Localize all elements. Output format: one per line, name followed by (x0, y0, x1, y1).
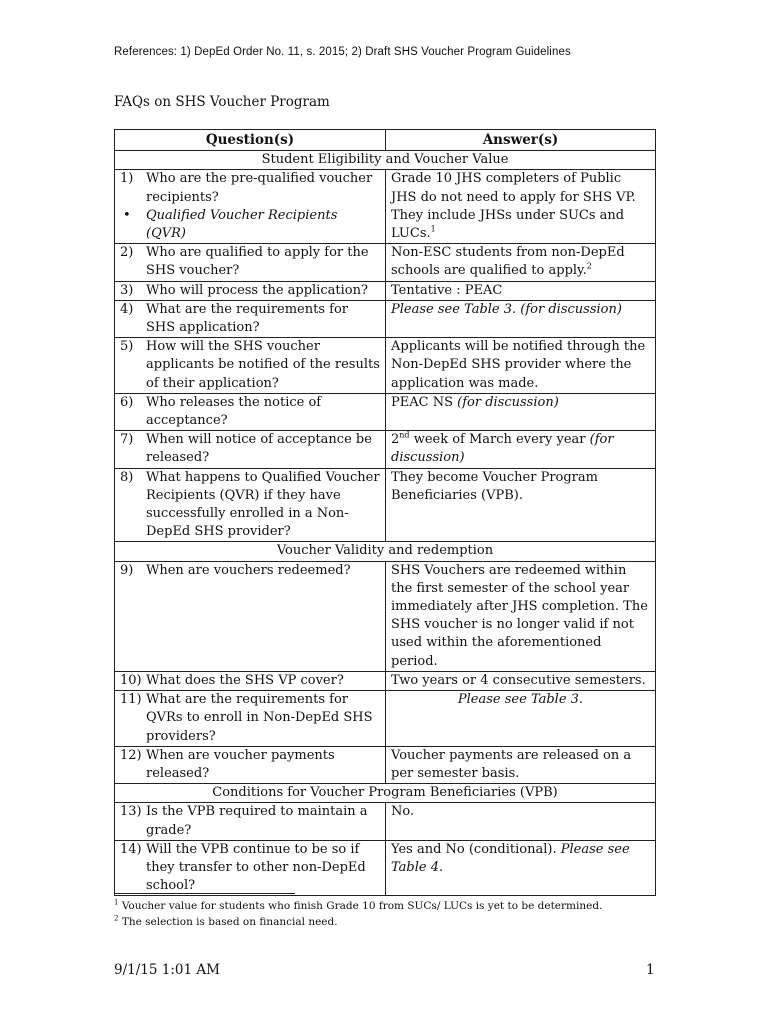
question-number: 1) (120, 171, 134, 187)
section-heading-eligibility: Student Eligibility and Voucher Value (115, 151, 656, 170)
question-text: Is the VPB required to maintain a grade? (146, 804, 368, 838)
question-cell (115, 468, 386, 542)
answer-cell (386, 561, 656, 671)
answer-cell (386, 338, 656, 394)
question-cell (115, 300, 386, 337)
table-row (115, 431, 656, 468)
answer-text: Applicants will be notified through the Non-DepEd SHS provider where the application was made. (391, 339, 646, 391)
question-cell (115, 671, 386, 690)
question-text: Who are the pre-qualified voucher recipients? (146, 171, 373, 205)
question-number: 10) (120, 672, 142, 688)
question-text: When will notice of acceptance be released? (146, 432, 372, 466)
section-heading-validity: Voucher Validity and redemption (115, 542, 656, 561)
question-cell (115, 393, 386, 430)
question-number: 2) (120, 245, 134, 261)
answer-ordinal-suffix: nd (399, 430, 410, 440)
question-text: How will the SHS voucher applicants be notified of the results of their application? (146, 339, 380, 391)
table-row (115, 840, 656, 896)
footnote-ref: 2 (586, 262, 592, 272)
footnote-text: The selection is based on financial need. (121, 916, 338, 928)
answer-text: Yes and No (conditional). (391, 841, 557, 857)
question-text: Who are qualified to apply for the SHS voucher? (146, 245, 369, 279)
question-number: 6) (120, 394, 134, 410)
question-text: What happens to Qualified Voucher Recipients (QVR) if they have successfully enrolled in a Non-DepEd SHS provider? (146, 469, 380, 540)
bullet-mark: • (123, 207, 131, 223)
question-text: When are voucher payments released? (146, 747, 335, 781)
table-row (115, 746, 656, 783)
document-title: FAQs on SHS Voucher Program (114, 94, 330, 110)
answer-cell (386, 281, 656, 300)
question-text: What does the SHS VP cover? (146, 672, 344, 688)
question-cell (115, 338, 386, 394)
question-number: 8) (120, 469, 134, 485)
question-number: 11) (120, 692, 142, 708)
table-row (115, 300, 656, 337)
answer-cell (386, 691, 656, 747)
footnote-1 (114, 900, 602, 912)
table-row (115, 338, 656, 394)
answer-note: (for discussion) (391, 432, 614, 466)
answer-text: PEAC NS (391, 394, 453, 410)
question-cell (115, 840, 386, 896)
footnote-2 (114, 916, 338, 928)
question-text: Who will process the application? (146, 282, 368, 298)
question-cell (115, 746, 386, 783)
table-row (115, 561, 656, 671)
bullet-text: Qualified Voucher Recipients (QVR) (146, 207, 338, 242)
question-cell (115, 431, 386, 468)
question-number: 7) (120, 432, 134, 448)
question-number: 14) (120, 841, 142, 857)
answer-text: Grade 10 JHS completers of Public JHS do not need to apply for SHS VP. They include JHSs under SUCs and LUCs. (391, 171, 636, 242)
question-cell (115, 691, 386, 747)
question-number: 9) (120, 562, 134, 578)
question-cell (115, 170, 386, 244)
answer-text: Please see Table 3. (for discussion) (391, 301, 622, 317)
answer-cell (386, 244, 656, 281)
table-row (115, 393, 656, 430)
answer-note: (for discussion) (457, 394, 559, 410)
footer-timestamp: 9/1/15 1:01 AM (114, 962, 220, 978)
answer-text: Tentative : PEAC (391, 282, 503, 298)
column-header-answer: Answer(s) (386, 130, 656, 151)
references-line: References: 1) DepEd Order No. 11, s. 2015; 2) Draft SHS Voucher Program Guidelines (114, 46, 571, 58)
faq-table (114, 129, 656, 896)
table-row (115, 468, 656, 542)
table-row (115, 691, 656, 747)
column-header-question: Question(s) (115, 130, 386, 151)
question-text: What are the requirements for QVRs to enroll in Non-DepEd SHS providers? (146, 692, 373, 744)
footnote-mark: 2 (114, 914, 119, 923)
question-text: Who releases the notice of acceptance? (146, 394, 322, 429)
question-cell (115, 561, 386, 671)
answer-text: Two years or 4 consecutive semesters. (391, 672, 646, 688)
answer-text: Please see Table 3. (457, 692, 584, 708)
table-row (115, 244, 656, 281)
answer-cell (386, 746, 656, 783)
answer-text: Non-ESC students from non-DepEd schools are qualified to apply. (391, 245, 625, 279)
answer-cell (386, 170, 656, 244)
question-number: 13) (120, 804, 142, 820)
question-cell (115, 803, 386, 840)
answer-cell (386, 803, 656, 840)
table-row (115, 803, 656, 840)
footnote-divider (114, 893, 295, 894)
answer-cell (386, 300, 656, 337)
table-row (115, 170, 656, 244)
question-text: When are vouchers redeemed? (146, 562, 351, 578)
question-number: 3) (120, 282, 134, 298)
answer-ordinal: 2 (391, 432, 400, 448)
table-header-row (115, 130, 656, 151)
answer-text: No. (391, 804, 415, 820)
answer-text: Voucher payments are released on a per semester basis. (391, 747, 632, 781)
answer-text: They become Voucher Program Beneficiaries (VPB). (391, 469, 598, 503)
footnote-mark: 1 (114, 898, 119, 907)
question-cell (115, 244, 386, 281)
section-row (115, 542, 656, 561)
question-number: 4) (120, 301, 134, 317)
answer-cell (386, 840, 656, 896)
answer-cell (386, 393, 656, 430)
answer-note: Please see Table 4. (391, 841, 630, 875)
section-row (115, 151, 656, 170)
table-row (115, 671, 656, 690)
section-row (115, 784, 656, 803)
footnote-text: Voucher value for students who finish Grade 10 from SUCs/ LUCs is yet to be determined. (121, 900, 603, 912)
answer-text: SHS Vouchers are redeemed within the first semester of the school year immediately after JHS completion. The SHS voucher is no longer valid if not used within the aforementioned period. (391, 562, 648, 669)
answer-cell (386, 671, 656, 690)
table-row (115, 281, 656, 300)
question-text: Will the VPB continue to be so if they transfer to other non-DepEd school? (146, 841, 366, 894)
footnote-ref: 1 (430, 224, 436, 234)
question-cell (115, 281, 386, 300)
answer-text: week of March every year (413, 432, 586, 448)
question-number: 5) (120, 339, 134, 355)
question-number: 12) (120, 747, 142, 763)
answer-cell (386, 431, 656, 468)
page-number: 1 (646, 962, 655, 978)
answer-cell (386, 468, 656, 542)
section-heading-conditions: Conditions for Voucher Program Beneficiaries (VPB) (115, 784, 656, 803)
question-text: What are the requirements for SHS application? (146, 301, 348, 336)
